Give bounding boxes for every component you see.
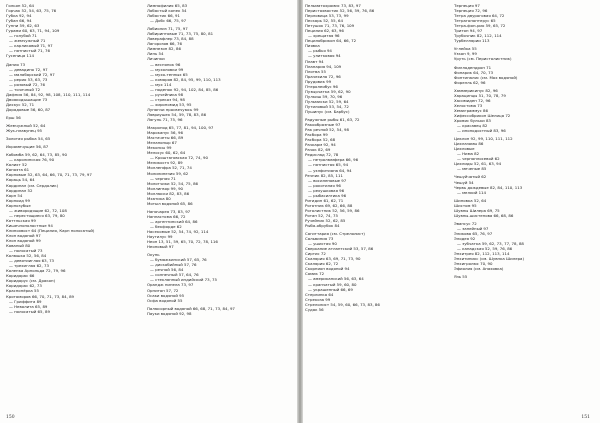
index-entry: Осаки водяной 95 [147, 292, 185, 298]
index-entry: Клоп водяной 97 [6, 232, 41, 238]
index-entry: — черная 71 [150, 175, 176, 181]
index-entry: Сомик 72 [305, 271, 325, 277]
index-entry: Хемиграммус 86 [454, 107, 488, 113]
index-entry: — бекфорде 62 [150, 223, 182, 229]
index-entry: — малабарский 72, 97 [9, 71, 55, 77]
index-entry: Шиповка 52, 64 [454, 197, 487, 203]
index-entry: Редислад 72, 78 [305, 152, 339, 158]
index-entry: Энхитипикс (см. Шувпка Шилера) [454, 256, 524, 262]
index-entry: Лунанчи просвечуюсь 99 [147, 106, 199, 112]
index-entry: Лявриушек 54, 59, 78, 83, 86 [147, 111, 207, 117]
index-entry: Тетра-фон-рио 59, 65, 72 [454, 23, 506, 29]
index-entry: Мароканус 56, 96 [147, 130, 183, 136]
index-entry: Трубочник 82, 112, 114 [454, 33, 502, 39]
index-entry: Элодея 92 [454, 235, 476, 241]
index-entry: Дафния 56, 84, 92, 98, 108, 110, 111, 114 [6, 91, 91, 97]
index-entry: Плавт 94 [305, 58, 324, 64]
index-entry: — стрекоз 94, 98 [150, 96, 185, 102]
index-entry: Рак речной 52, 54, 98 [305, 127, 349, 133]
index-entry: Наннастома 66, 72 [147, 213, 186, 219]
index-entry: Ручейник 52, 62, 85 [305, 217, 346, 223]
index-entry: — американский 56, 63, 64 [308, 276, 364, 282]
index-entry: — жемчужный 71 [9, 38, 46, 44]
index-entry: — стеклянный индийский 73, 75 [150, 277, 218, 283]
index-entry: Жемчужный 52, 64 [6, 123, 46, 129]
index-entry: Сальвиния 73 [305, 236, 334, 242]
index-entry: Наночарея 73, 83, 97 [147, 208, 191, 214]
index-entry: — рыбасилгика 96 [308, 192, 347, 198]
index-entry: — иноподостный 83, 96 [457, 128, 506, 134]
index-entry: — Кроштаговская 72, 74, 90 [150, 155, 208, 161]
index-entry: Пецилобрикон 64, 66, 72 [305, 38, 357, 44]
index-entry: Кардинал 52 [6, 187, 33, 193]
index-entry: Пескарь 52, 55, 64 [305, 18, 343, 24]
index-entry: — украшенный 66, 69 [308, 286, 353, 292]
index-entry: Перистохвостик 52, 56, 59, 76, 86 [305, 8, 375, 14]
index-entry: — хирономид 53, 95 [150, 101, 192, 107]
index-entry: Скалярия 63, 69, 71, 73, 90 [305, 256, 361, 262]
index-entry: — речной 56, 84 [150, 267, 184, 273]
index-entry: Рыба-обрубок 84 [305, 223, 340, 229]
index-entry: Червь дождевые 82, 84, 110, 113 [454, 184, 523, 190]
index-entry: — солнечный 57, 64, 76 [150, 272, 199, 278]
index-entry: Тетра двуроговая 64, 72 [454, 13, 505, 19]
index-entry: — пятнистый 71, 76 [9, 48, 50, 54]
index-entry: Лягуль 71, 75, 96 [147, 117, 183, 123]
index-entry: Неон 13, 51, 59, 65, 70, 72, 78, 116 [147, 239, 218, 245]
page-number: 151 [581, 415, 590, 420]
index-entry: Гусеница 114 [6, 53, 34, 59]
index-entry: Лимнезон 82, 86 [147, 46, 181, 52]
index-entry: Птеролеибус 96 [305, 83, 338, 89]
index-entry: Губка 92, 94 [6, 13, 32, 19]
index-entry: — канадская 52, 59, 76, 86 [457, 246, 513, 252]
index-entry: — улитковая 94 [308, 53, 341, 59]
index-entry: Фонтиналис (см. Мох водяной) [454, 74, 518, 80]
index-entry: — меченые 85 [457, 166, 487, 172]
index-entry: Калихт 52 [6, 162, 27, 168]
index-entry: Углейка 55 [454, 46, 477, 52]
index-entry: Радужные рыбы 61, 63, 72 [305, 117, 360, 123]
index-entry: — голубой 71 [9, 33, 37, 39]
index-entry: — девадино 72, 97 [9, 66, 48, 72]
index-entry: Харацинцы 51, 70, 78, 79 [454, 92, 506, 98]
index-entry: Губан 66, 94 [6, 18, 32, 24]
index-entry: Планария 94, 109 [305, 63, 342, 69]
index-entry: Кишечнополостные 94 [6, 222, 53, 228]
index-entry: — розовый 72, 76 [9, 81, 45, 87]
index-column [454, 3, 578, 279]
index-entry: Стерлинка 64 [305, 291, 334, 297]
index-entry: Шувпы-шистенова 66, 68, 86 [454, 212, 514, 218]
index-entry: — точечный 72 [9, 86, 41, 92]
index-entry: Коридорус (см. Дракон) [6, 278, 56, 284]
index-entry: Клинохвост 64 (Пецилия, Карп полосатый) [6, 227, 95, 233]
index-entry: Расбора 52, 68 [305, 137, 336, 143]
index-entry: — живородящие 62, 72, 108 [9, 207, 67, 213]
index-entry: Ракообразные 97 [305, 122, 341, 128]
index-entry: — черноплосевой 62 [457, 156, 500, 162]
index-entry: Молленфра 52, 71, 74 [147, 165, 192, 171]
left-page [0, 0, 297, 423]
index-entry: Узкоп 9, 99 [454, 51, 477, 57]
index-entry: Уруть (см. Перистолистник) [454, 56, 512, 62]
index-entry: Язь 55 [454, 274, 468, 280]
index-entry: Ригидин 61, 62, 71 [305, 197, 344, 203]
index-entry: — мухо-тенных 65 [150, 71, 188, 77]
index-entry: Коридорас 62, 73 [6, 283, 42, 289]
index-entry: — полосатый 73 [9, 248, 43, 254]
index-entry: — Неволита 65, 89 [9, 303, 48, 309]
index-entry: — комаров 82, 84, 95, 99, 110, 113 [150, 76, 221, 82]
index-entry: — поденок 92, 94, 102, 84, 85, 86 [150, 86, 219, 92]
index-entry: Пульмиски 52, 59, 64 [305, 98, 349, 104]
index-entry: Плотва 55 [305, 68, 326, 74]
index-entry: Карп 54 [6, 192, 23, 198]
index-entry: Мхатика 80 [147, 195, 171, 201]
index-entry: Роголистник 52, 56, 59, 86 [305, 207, 360, 213]
index-entry: Молилинезия 59, 62 [147, 170, 189, 176]
index-entry: — рыбья 94 [308, 48, 332, 54]
index-entry: Тернеция 97 [454, 3, 480, 8]
index-entry: Гольян 52, 64 [6, 3, 35, 8]
index-entry: Путиловый 53, 54, 72 [305, 103, 349, 109]
index-entry: Осфа водяной 55 [147, 297, 183, 303]
index-entry: — девятииглая 63, 73 [9, 258, 55, 264]
index-entry: — бумажкинский 57, 65, 76 [150, 257, 207, 263]
index-entry: Сверкание атлантский 53, 57, 86 [305, 246, 374, 252]
index-entry: — ручейника 98 [150, 91, 184, 97]
index-entry: Стрелолист 54, 59, 60, 66, 73, 83, 86 [305, 301, 380, 307]
index-entry: Хасимиден 72, 96 [454, 97, 491, 103]
index-entry: Мотыл водяной 65, 86 [147, 200, 193, 206]
index-entry: Коленка Арнольда 72, 79, 96 [6, 268, 66, 274]
index-entry: — ушистая 90 [308, 241, 337, 247]
index-entry: Данио 73 [6, 61, 26, 67]
index-entry: Моллюски 82, 83, 86 [147, 190, 190, 196]
index-entry: Лабиолиз 71, 75, 97 [147, 26, 188, 32]
index-entry: Турбеллярии 113 [454, 38, 490, 44]
index-entry: Двоякодышащие 73 [6, 96, 48, 102]
index-entry: Лабиринтовые 71, 73, 75, 80, 81 [147, 31, 214, 37]
index-entry: Личинки [147, 56, 165, 62]
index-entry: Цихловые [454, 146, 475, 152]
index-entry: Клоп водяной 99 [6, 238, 41, 244]
index-entry: Петушок 71, 73, 76, 109 [305, 23, 355, 29]
index-entry: Пиявка [305, 43, 320, 49]
index-entry: Лобастый конек 54 [147, 8, 187, 14]
index-entry: Эфиолия (см. Анаховка) [454, 266, 504, 272]
index-entry: Мелосус 60, 62, 64 [147, 150, 186, 156]
index-entry: Дорадовые 56, 60, 87 [6, 106, 51, 112]
index-entry: Шистом 95 [454, 202, 477, 208]
index-entry: Дискус 52, 71 [6, 101, 35, 107]
index-entry: — трехиглая 62, 73 [9, 263, 49, 269]
index-entry: — крапчатый 59, 60, 80 [308, 281, 357, 287]
index-entry: — уэлфитиана 64, 94 [308, 167, 352, 173]
index-entry: Хромис бульки 83 [454, 117, 491, 123]
index-entry: Лагорозов 66, 76 [147, 41, 182, 47]
index-entry: Ротан 52, 74, 75 [305, 212, 338, 218]
index-entry: Насекомые 52, 54, 74, 92, 114 [147, 229, 209, 235]
index-entry: Жук-плавунец 95 [6, 128, 43, 134]
index-entry: — зубчатка 59, 62, 73, 77, 78, 88 [457, 241, 524, 247]
index-entry: Пельматохромис 73, 83, 97 [305, 3, 361, 8]
index-entry: — карликовый 71, 97 [9, 43, 53, 49]
index-entry: Гуппи 59, 62, 63 [6, 23, 40, 29]
index-entry: Речник 82, 85, 111 [305, 172, 343, 178]
index-entry: Кардинал (см. Сердолик) [6, 182, 59, 188]
index-entry: Циклоп 92, 99, 110, 111, 112 [454, 136, 513, 142]
index-entry: — запейный 97 [457, 225, 489, 231]
index-entry: Неоновый 97 [147, 244, 174, 250]
index-entry: Ерш 56 [6, 114, 21, 120]
index-entry: Орнитон 57, 72 [147, 287, 179, 293]
index-entry: Окунь [147, 252, 160, 258]
index-entry: Перловица 53, 73, 99 [305, 13, 349, 19]
index-entry: Горчак 52, 54, 63, 75, 76 [6, 8, 57, 14]
index-entry: Цихлазомы 86 [454, 141, 484, 147]
index-entry: Тритон 94, 97 [454, 28, 483, 34]
index-entry: Фонарик 64, 70, 73 [454, 69, 494, 75]
index-entry: — веснянок 96 [150, 61, 181, 67]
index-entry: Стрекоза 99 [305, 296, 331, 302]
index-entry: — Нима 82 [457, 151, 480, 157]
index-entry: Расбора 99 [305, 132, 328, 138]
index-entry: Энхигролюс 70, 90 [454, 261, 493, 267]
index-entry: Скалярия 62, 72 [305, 261, 339, 267]
index-entry: — мухоловки 99 [150, 66, 184, 72]
index-entry: — аргентинский 64, 86 [150, 218, 198, 224]
index-entry: Пушипус (см. Барбус) [305, 108, 350, 114]
index-entry: Пецилия 62, 63, 96 [305, 28, 344, 34]
index-entry: Пауки водяной 92, 98 [147, 310, 192, 316]
index-entry: Меликостэ 92, 89 [147, 160, 183, 166]
index-entry: Моллигвор 99, 90 [147, 185, 184, 191]
index-entry: — хрещатая 96 [308, 33, 340, 39]
index-entry: Форелль 62, 96 [454, 79, 486, 85]
index-entry: Колюшка 52, 56, 84 [6, 253, 47, 259]
index-entry: Пулкиш 59, 70, 96 [305, 93, 343, 99]
index-entry: Молотчики 52, 54, 75, 86 [147, 180, 199, 186]
index-entry: — дискобийный 57, 76 [150, 262, 197, 268]
index-entry: Тетрагоноптерус 65 [454, 18, 496, 24]
index-entry: Гурами 60, 63, 71, 94, 109 [6, 28, 60, 34]
index-entry: Цихлиды 52, 61, 63, 94 [454, 161, 502, 167]
index-entry: Рогатник 69, 62, 66, 88 [305, 202, 353, 208]
index-entry: Чешуй 54 [454, 179, 474, 185]
right-page [303, 0, 600, 423]
index-entry: — каролинская 76, 90 [9, 157, 55, 163]
index-entry: Рачок 82, 69 [305, 147, 331, 153]
index-entry: Меконсы 99 [147, 145, 172, 151]
index-entry: — нерестящиеся 63, 79, 80 [9, 212, 65, 218]
index-entry: Лимнофилия 65, 83 [147, 3, 188, 8]
index-entry: — рокотилая 96 [308, 182, 341, 188]
index-entry: Орандж пинела 73, 97 [147, 282, 194, 288]
index-entry: Наутилус 99 [147, 234, 173, 240]
index-entry: Карпозубые [6, 202, 31, 208]
index-entry: Карпоид 99 [6, 197, 30, 203]
index-entry: Золотая рыбка 54, 65 [6, 136, 51, 142]
index-entry: Прачехила 72, 96 [305, 73, 341, 79]
index-entry: Карповые 52, 63, 64, 66, 70, 71, 73, 79, 97 [6, 172, 92, 178]
index-entry: Коридорас 66 [6, 273, 35, 279]
index-entry: Караць 54, 64 [6, 177, 35, 183]
index-entry: Эликова 65, 76, 97 [454, 230, 493, 236]
index-entry: Скорпион водяной 94 [305, 266, 350, 272]
index-entry: — Гриффита 89 [9, 298, 42, 304]
index-entry: Лобастик 66, 91 [147, 13, 180, 19]
index-column [305, 3, 427, 312]
index-entry: Кабомба 59, 62, 64, 73, 85, 90 [6, 152, 67, 158]
index-entry: Судак 56 [305, 306, 324, 312]
index-entry: Рачкарм 92, 94 [305, 142, 336, 148]
index-entry: Хелостома 73 [454, 102, 483, 108]
index-entry: — мелкий 114 [457, 189, 487, 195]
index-entry: Шувпы Шилера 69, 75 [454, 207, 500, 213]
index-entry: Краснопёрка 55 [6, 288, 40, 294]
index-entry: — Добс 66, 75, 97 [150, 18, 187, 24]
index-column [6, 3, 126, 314]
index-entry: Эвансус 72 [454, 220, 477, 226]
index-entry: Макропод 65, 77, 81, 94, 100, 97 [147, 125, 214, 131]
index-entry: — восиленовые 97 [308, 177, 347, 183]
index-entry: Икромечущие 56, 87 [6, 144, 49, 150]
index-entry: Лаверафлер 73, 84, 88 [147, 36, 194, 42]
index-entry: Кротоморов 66, 70, 71, 73, 84, 89 [6, 293, 75, 299]
index-entry: Кованый 80 [6, 243, 31, 249]
index-entry: — мух 114 [150, 81, 172, 87]
index-entry: — пятнистая 65, 94 [308, 162, 349, 168]
index-entry: Энхитрея 82, 112, 113, 114 [454, 251, 510, 257]
index-entry: Линь 54 [147, 51, 164, 57]
index-entry: Филлодендрон 71 [454, 64, 492, 70]
index-entry: Хифессобрикон Шелица 72 [454, 112, 511, 118]
index-entry: — рерио 53, 63, 73 [9, 76, 48, 82]
index-entry: Мастачеты 66, 89 [147, 135, 184, 141]
index-entry: Сагиттария (см. Стрелолист) [305, 231, 365, 237]
index-entry: — красавец 82 [457, 123, 488, 129]
index-entry: Хаммерикинус 82, 96 [454, 87, 498, 93]
index-entry: Тернеция 72, 96 [454, 8, 488, 14]
index-entry: Палюсорный водяной 66, 68, 71, 73, 84, 97 [147, 305, 235, 311]
index-entry: Сиртис 72 [305, 251, 326, 257]
index-entry: Чешуйчатый 62 [454, 174, 487, 180]
index-entry: Меланопыр 67 [147, 140, 177, 146]
page-number: 150 [6, 415, 15, 420]
index-column [147, 3, 267, 316]
index-entry: — петролюмфера 66, 96 [308, 157, 359, 163]
index-entry: — полосатый 65, 89 [9, 308, 50, 314]
index-entry: Пузырчатка 59, 62, 90 [305, 88, 351, 94]
index-entry: Капоэта 61 [6, 167, 30, 173]
index-entry: — рехушковая 96 [308, 187, 345, 193]
index-entry: Каттльская 99 [6, 217, 36, 223]
index-entry: Прудовик 99 [305, 78, 332, 84]
